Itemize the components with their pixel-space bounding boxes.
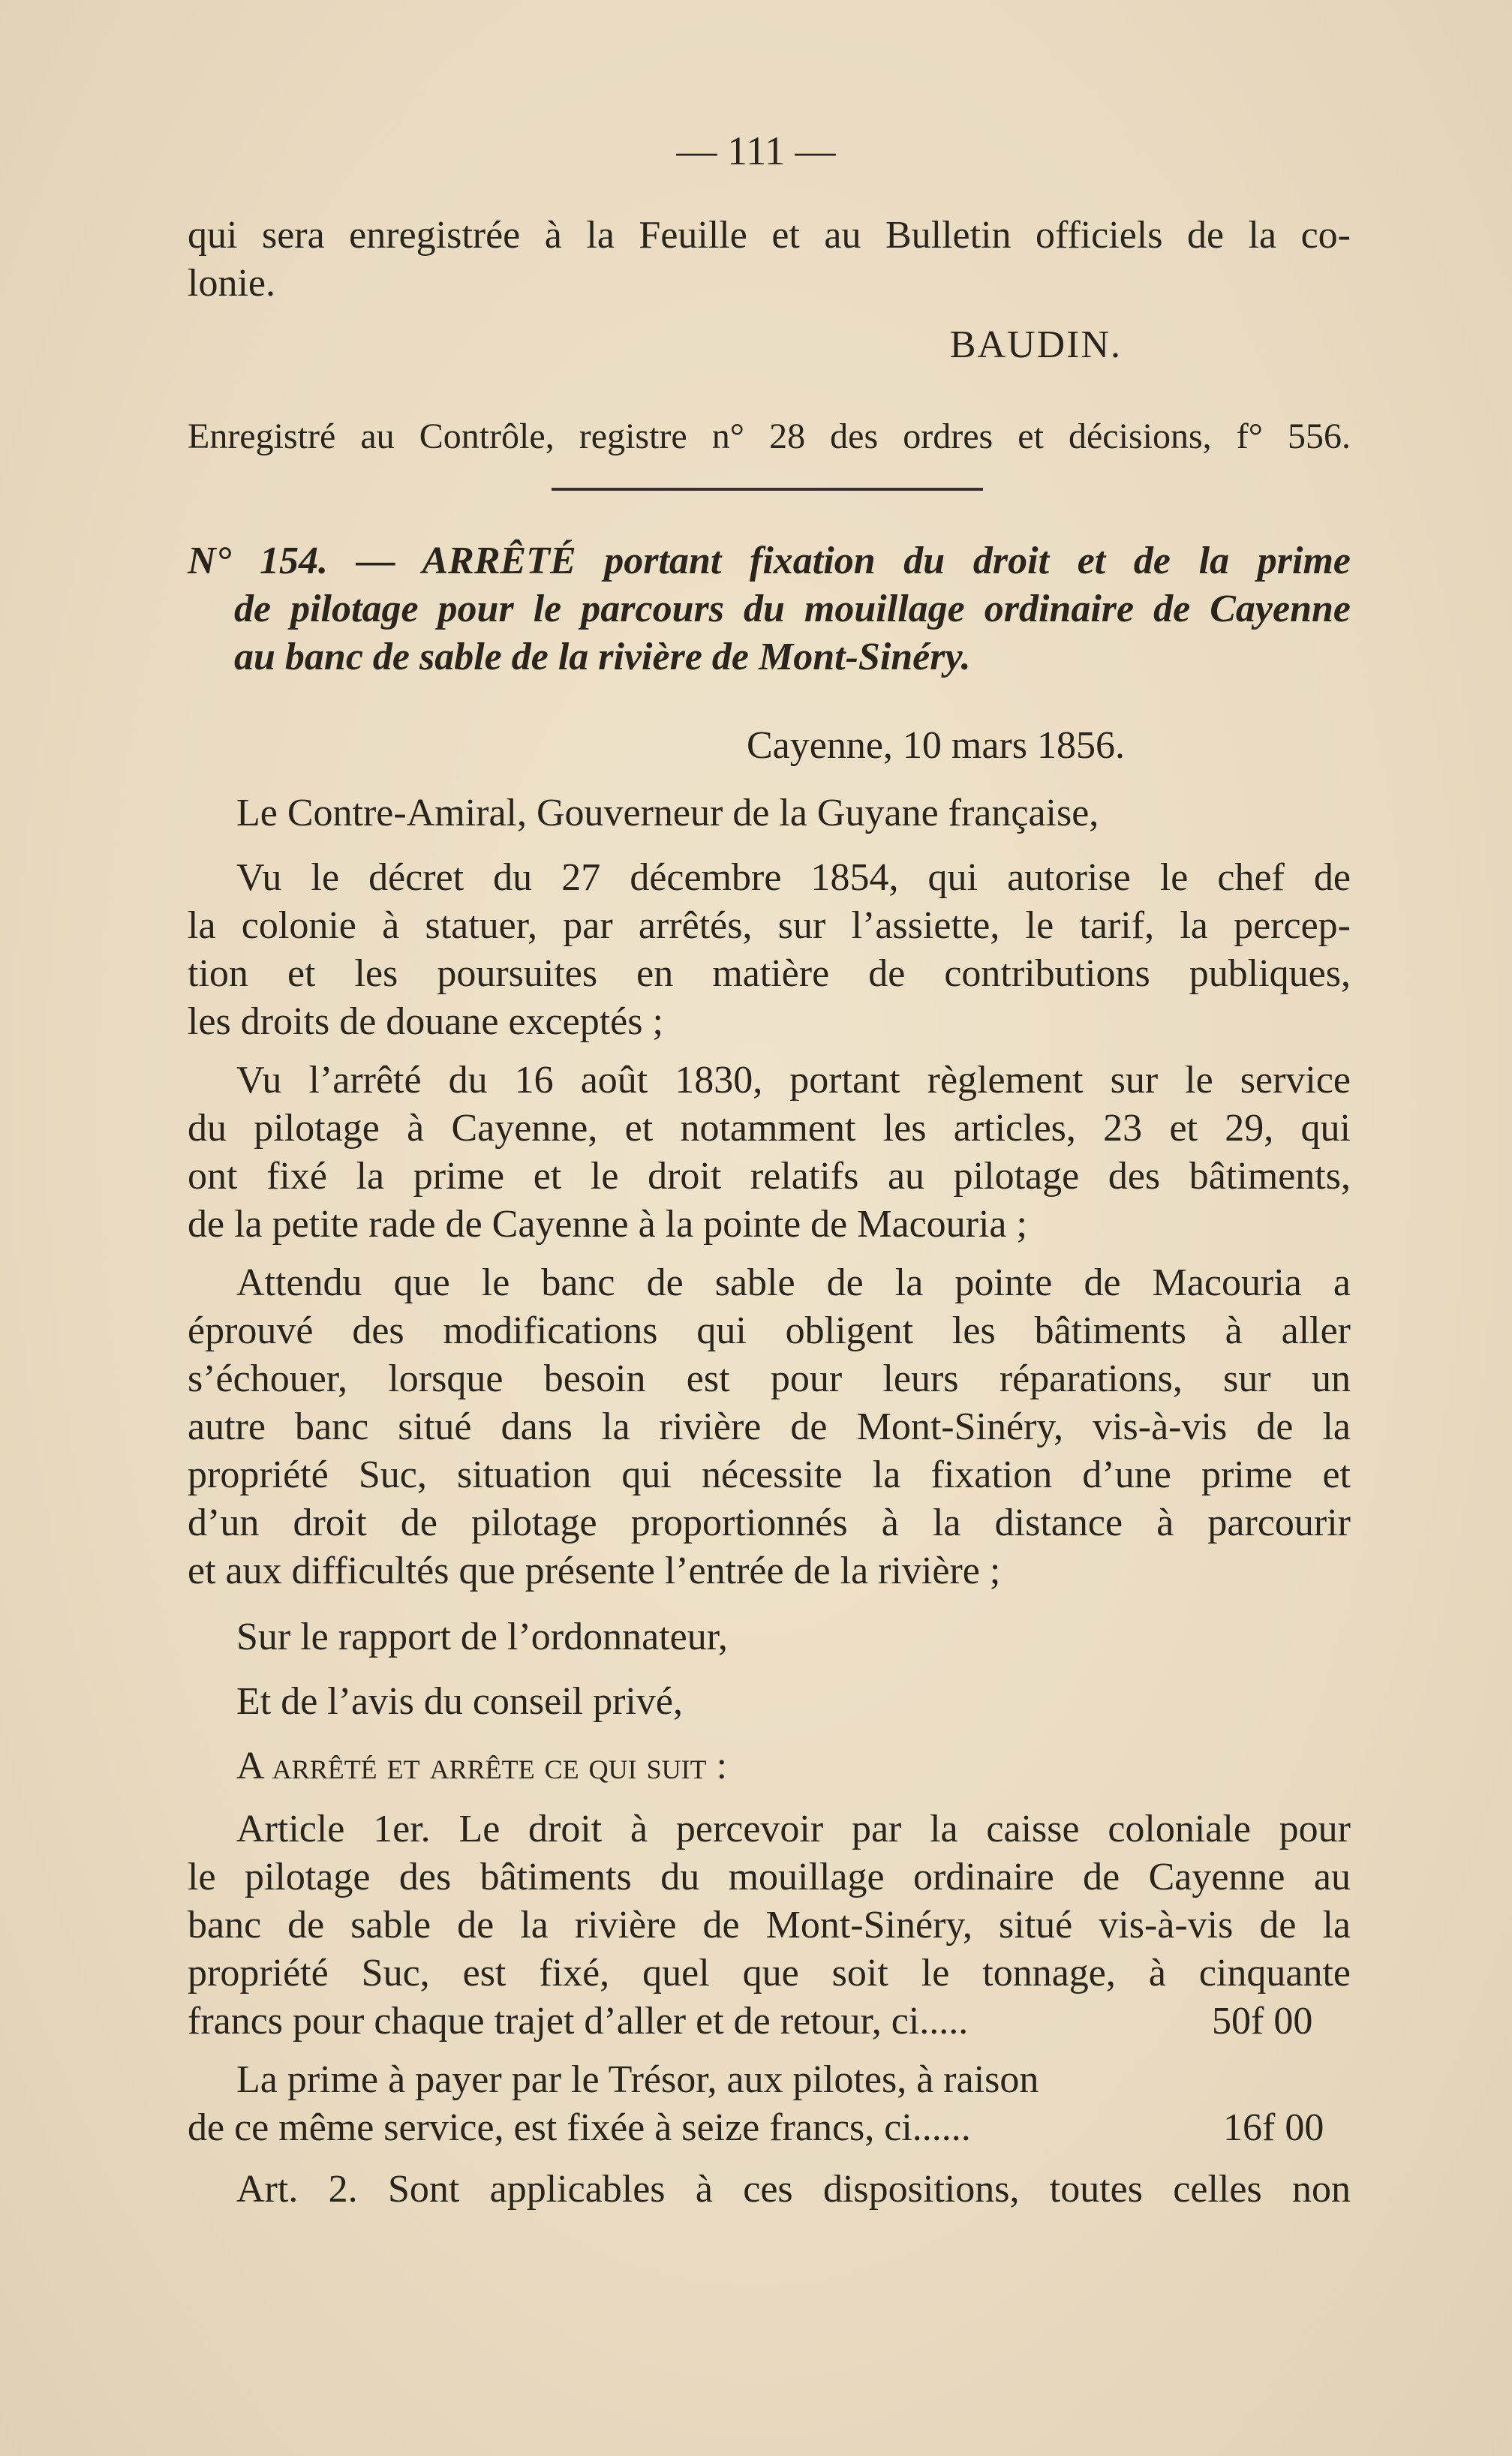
text-line: Vu l’arrêté du 16 août 1830, portant règlement sur le service <box>236 1059 1351 1102</box>
text-line: la colonie à statuer, par arrêtés, sur l’assiette, le tarif, la percep- <box>188 904 1351 947</box>
amount: 50f 00 <box>1212 2000 1313 2043</box>
amount: 16f 00 <box>1223 2106 1324 2149</box>
text-line: Vu le décret du 27 décembre 1854, qui autorise le chef de <box>236 856 1351 899</box>
text-line: du pilotage à Cayenne, et notamment les articles, 23 et 29, qui <box>188 1107 1351 1150</box>
dateline: Cayenne, 10 mars 1856. <box>747 724 1126 767</box>
text-line: éprouvé des modifications qui obligent les bâtiments à aller <box>188 1309 1351 1352</box>
text-line: A arrêté et arrête ce qui suit : <box>236 1745 728 1787</box>
separator-rule <box>552 488 983 491</box>
text-line: de ce même service, est fixée à seize francs, ci...... <box>188 2106 971 2149</box>
text-line: Attendu que le banc de sable de la pointe de Macouria a <box>236 1261 1351 1304</box>
text-line: lonie. <box>188 262 275 305</box>
text-line: s’échouer, lorsque besoin est pour leurs réparations, sur un <box>188 1357 1351 1400</box>
signature: BAUDIN. <box>949 323 1122 366</box>
text-line: qui sera enregistrée à la Feuille et au Bulletin officiels de la co- <box>188 214 1351 257</box>
text-line: Art. 2. Sont applicables à ces dispositions, toutes celles non <box>236 2168 1351 2211</box>
title-line: de pilotage pour le parcours du mouillage ordinaire de Cayenne <box>234 588 1351 630</box>
text-line: ont fixé la prime et le droit relatifs au pilotage des bâtiments, <box>188 1155 1351 1198</box>
text-line: propriété Suc, situation qui nécessite la fixation d’une prime et <box>188 1453 1351 1496</box>
text-line: Et de l’avis du conseil privé, <box>236 1680 683 1723</box>
text-line: le pilotage des bâtiments du mouillage ordinaire de Cayenne au <box>188 1856 1351 1898</box>
registration-note: Enregistré au Contrôle, registre n° 28 des ordres et décisions, f° 556. <box>188 416 1351 456</box>
text-line: de la petite rade de Cayenne à la pointe de Macouria ; <box>188 1203 1027 1246</box>
title-line: au banc de sable de la rivière de Mont-Sinéry. <box>234 636 971 678</box>
page-number: — 111 — <box>676 128 836 173</box>
text-line: francs pour chaque trajet d’aller et de retour, ci..... <box>188 2000 969 2043</box>
text-line: banc de sable de la rivière de Mont-Sinéry, situé vis-à-vis de la <box>188 1904 1351 1946</box>
text-line: Sur le rapport de l’ordonnateur, <box>236 1616 728 1658</box>
title-line: N° 154. — ARRÊTÉ portant fixation du droit et de la prime <box>188 540 1351 582</box>
text-line: La prime à payer par le Trésor, aux pilotes, à raison <box>236 2058 1039 2101</box>
text-line: tion et les poursuites en matière de contributions publiques, <box>188 952 1351 995</box>
text-line: Article 1er. Le droit à percevoir par la caisse coloniale pour <box>236 1808 1351 1850</box>
text-line: propriété Suc, est fixé, quel que soit le tonnage, à cinquante <box>188 1952 1351 1995</box>
text-line: d’un droit de pilotage proportionnés à la distance à parcourir <box>188 1502 1351 1544</box>
text-line: autre banc situé dans la rivière de Mont-Sinéry, vis-à-vis de la <box>188 1405 1351 1448</box>
text-line: Le Contre-Amiral, Gouverneur de la Guyane française, <box>236 792 1099 834</box>
text-line: et aux difficultés que présente l’entrée de la rivière ; <box>188 1550 1001 1592</box>
text-line: les droits de douane exceptés ; <box>188 1000 663 1043</box>
